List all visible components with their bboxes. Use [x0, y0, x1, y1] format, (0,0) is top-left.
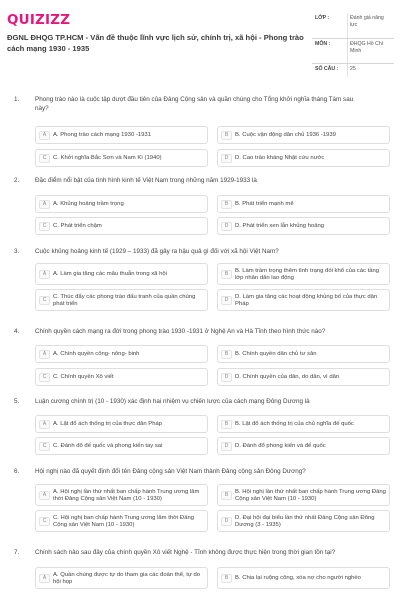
- option-b[interactable]: [217, 345, 390, 363]
- option-a[interactable]: [35, 195, 208, 213]
- option-text: C. Hội nghị ban chấp hành Trung ương lâm thời Đảng Cộng sản Việt Nam (10 - 1930): [53, 514, 195, 528]
- option-b[interactable]: [217, 415, 390, 433]
- option-d[interactable]: [217, 149, 390, 167]
- option-text: A. Làm gia tăng các mâu thuẫn trong xã hội: [53, 271, 167, 278]
- option-b[interactable]: [217, 567, 390, 589]
- option-text: B. Chia lại ruộng công, xóa nợ cho người nghèo: [235, 575, 361, 582]
- worksheet-title: ĐGNL ĐHQG TP.HCM - Vấn đề thuộc lĩnh vực lịch sử, chính trị, xã hội - Phong trào cách mạng 1930 - 1935: [7, 33, 304, 53]
- subject-value: ĐHQG Hồ Chí Minh: [350, 41, 384, 55]
- option-text: A. Khủng hoảng trầm trọng: [53, 201, 124, 208]
- option-letter-badge: C: [39, 154, 50, 163]
- option-b[interactable]: [217, 484, 390, 506]
- option-c[interactable]: [35, 149, 208, 167]
- question-number: 4.: [14, 328, 20, 335]
- question-text: Luận cương chính trị (10 - 1930) xác định hai nhiệm vụ chiến lược của cách mạng Đông Dương là: [35, 398, 310, 405]
- option-a[interactable]: [35, 126, 208, 144]
- option-letter-badge: A: [39, 491, 50, 500]
- option-b[interactable]: [217, 195, 390, 213]
- option-text: B. Hội nghị lần thứ nhất ban chấp hành Trung ương Đảng Cộng sản Việt Nam (10 - 1930): [235, 488, 386, 502]
- option-letter-badge: B: [221, 270, 232, 279]
- option-a[interactable]: [35, 345, 208, 363]
- option-text: D. Phát triển xen lẫn khủng hoảng: [235, 223, 325, 230]
- option-letter-badge: C: [39, 442, 50, 451]
- option-c[interactable]: [35, 289, 208, 311]
- option-text: A. Quần chúng được tự do tham gia các đoàn thể, tự do hội họp: [53, 571, 201, 585]
- option-text: C. Đánh đổ đế quốc và phong kiến tay sai: [53, 443, 163, 450]
- option-a[interactable]: [35, 484, 208, 506]
- option-letter-badge: B: [221, 491, 232, 500]
- option-a[interactable]: [35, 263, 208, 285]
- question-number: 1.: [14, 96, 20, 103]
- option-c[interactable]: [35, 217, 208, 235]
- option-text: D. Đại hội đại biểu lần thứ nhất Đảng Cộng sản Đông Dương (3 - 1935): [235, 514, 375, 528]
- option-letter-badge: D: [221, 296, 232, 305]
- option-text: B. Làm trầm trọng thêm tình trạng đói khổ của các tầng lớp nhân dân lao động: [235, 267, 380, 281]
- option-d[interactable]: [217, 368, 390, 386]
- question-number: 2.: [14, 177, 20, 184]
- option-letter-badge: A: [39, 131, 50, 140]
- option-d[interactable]: [217, 510, 390, 532]
- question-number: 3.: [14, 248, 20, 255]
- question-text: Chính sách nào sau đây của chính quyền Xô viết Nghệ - Tĩnh không được thực hiện trong thời gian tồn tại?: [35, 549, 336, 556]
- subject-label: MÔN :: [315, 41, 331, 47]
- question-text: Cuộc khủng hoảng kinh tế (1929 – 1933) đã gây ra hậu quả gì đối với xã hội Việt Nam?: [35, 248, 279, 255]
- question-number: 7.: [14, 549, 20, 556]
- meta-row-class: [312, 13, 394, 39]
- question-number: 5.: [14, 398, 20, 405]
- option-text: B. Lật đổ ách thống trị của chủ nghĩa đế quốc: [235, 421, 354, 428]
- option-text: C. Phát triển chậm: [53, 223, 102, 230]
- option-letter-badge: D: [221, 222, 232, 231]
- option-letter-badge: C: [39, 296, 50, 305]
- option-letter-badge: D: [221, 442, 232, 451]
- class-label: LỚP :: [315, 15, 330, 21]
- option-letter-badge: C: [39, 222, 50, 231]
- option-letter-badge: B: [221, 350, 232, 359]
- option-letter-badge: B: [221, 131, 232, 140]
- option-c[interactable]: [35, 510, 208, 532]
- option-letter-badge: A: [39, 420, 50, 429]
- question-text: Phong trào nào là cuộc tập dượt đầu tiên của Đảng Cộng sản và quần chúng cho Tổng khởi nghĩa tháng Tám sau này?: [35, 96, 354, 112]
- option-text: D. Đánh đổ phong kiến và đế quốc: [235, 443, 326, 450]
- meta-row-count: [312, 64, 394, 77]
- option-d[interactable]: [217, 437, 390, 455]
- option-letter-badge: D: [221, 373, 232, 382]
- option-letter-badge: B: [221, 200, 232, 209]
- option-d[interactable]: [217, 217, 390, 235]
- option-text: D. Chính quyền của dân, do dân, vì dân: [235, 374, 340, 381]
- option-text: C. Thúc đẩy các phong trào đấu tranh của quần chúng phát triển: [53, 293, 196, 307]
- question-number: 6.: [14, 468, 20, 475]
- option-text: B. Phát triển mạnh mẽ: [235, 201, 294, 208]
- option-c[interactable]: [35, 368, 208, 386]
- option-text: A. Lật đổ ách thống trị của thực dân Pháp: [53, 421, 163, 428]
- option-a[interactable]: [35, 415, 208, 433]
- option-a[interactable]: [35, 567, 208, 589]
- option-letter-badge: A: [39, 270, 50, 279]
- option-text: B. Chính quyền dân chủ tư sản: [235, 351, 317, 358]
- meta-row-subject: [312, 39, 394, 64]
- option-letter-badge: D: [221, 154, 232, 163]
- option-letter-badge: D: [221, 517, 232, 526]
- count-value: 25: [350, 66, 356, 72]
- option-letter-badge: B: [221, 420, 232, 429]
- option-letter-badge: C: [39, 373, 50, 382]
- option-b[interactable]: [217, 126, 390, 144]
- class-value: Đánh giá năng lực: [350, 15, 384, 29]
- option-letter-badge: A: [39, 574, 50, 583]
- option-text: D. Làm gia tăng các hoạt động khủng bố của thực dân Pháp: [235, 293, 378, 307]
- option-letter-badge: B: [221, 574, 232, 583]
- option-text: D. Cao trào kháng Nhật cứu nước: [235, 155, 325, 162]
- option-letter-badge: A: [39, 200, 50, 209]
- option-b[interactable]: [217, 263, 390, 285]
- option-text: B. Cuộc vận động dân chủ 1936 -1939: [235, 132, 336, 139]
- question-text: Hội nghị nào đã quyết định đổi tên Đảng cộng sản Việt Nam thành Đảng cộng sản Đông Dương?: [35, 468, 306, 475]
- option-letter-badge: C: [39, 517, 50, 526]
- option-letter-badge: A: [39, 350, 50, 359]
- count-label: SỐ CÂU :: [315, 66, 339, 72]
- worksheet-header: [0, 0, 400, 84]
- option-c[interactable]: [35, 437, 208, 455]
- question-text: Đặc điểm nổi bật của tình hình kinh tế Việt Nam trong những năm 1929-1933 là: [35, 177, 257, 184]
- option-d[interactable]: [217, 289, 390, 311]
- question-text: Chính quyền cách mạng ra đời trong phong trào 1930 -1931 ở Nghệ An và Hà Tĩnh theo hình thức nào?: [35, 328, 326, 335]
- option-text: A. Chính quyền công- nông- binh: [53, 351, 140, 358]
- quizizz-logo: QUIZIZZ: [7, 12, 71, 28]
- option-text: A. Phong trào cách mạng 1930 -1931: [53, 132, 151, 139]
- option-text: C. Chính quyền Xô viết: [53, 374, 114, 381]
- option-text: C. Khởi nghĩa Bắc Sơn và Nam Kì (1940): [53, 155, 162, 162]
- option-text: A. Hội nghị lần thứ nhất ban chấp hành Trung ương lâm thời Đảng Cộng sản Việt Nam (10 - 1930): [53, 488, 200, 502]
